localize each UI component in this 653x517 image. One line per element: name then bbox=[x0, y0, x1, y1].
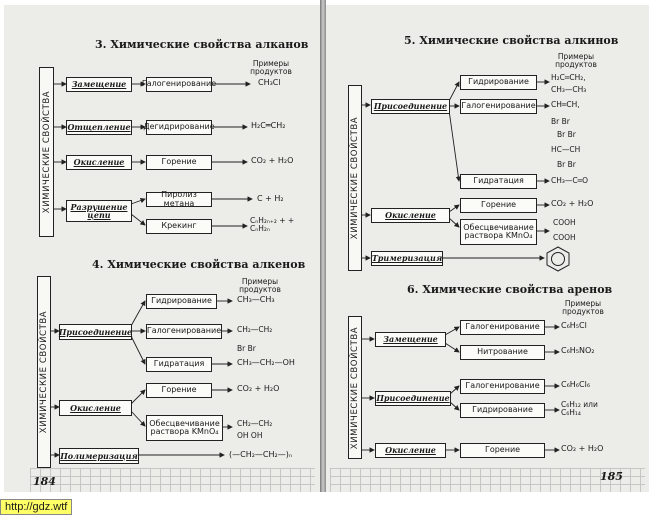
sec5-product-ethene: H₂C═CH₂, bbox=[551, 73, 586, 82]
sec4-examples-header: Примеры продуктов bbox=[239, 277, 281, 294]
sec4-product-ethane: CH₃—CH₃ bbox=[237, 295, 275, 304]
sec3-rx-pyrolysis: Пиролиз метана bbox=[146, 192, 212, 207]
sec6-examples-header: Примеры продуктов bbox=[562, 299, 604, 316]
sec5-cat-trimerization: Тримеризация bbox=[371, 251, 443, 266]
sec5-rx-hydration: Гидратация bbox=[460, 174, 537, 189]
sec4-product-dibromoethane: CH₂—CH₂ bbox=[237, 325, 273, 334]
sec6-sidebar-label: ХИМИЧЕСКИЕ СВОЙСТВА bbox=[350, 326, 360, 449]
sec4-product-glycol: CH₂—CH₂ bbox=[237, 419, 273, 428]
sec5-product-oxalic-2: COOH bbox=[553, 233, 576, 242]
sec3-title: 3. Химические свойства алканов bbox=[95, 38, 309, 51]
sec3-rx-cracking: Крекинг bbox=[146, 219, 212, 234]
sec6-product-chlorobenzene: C₆H₅Cl bbox=[561, 321, 587, 330]
sec3-examples-header: Примеры продуктов bbox=[250, 59, 292, 76]
sec6-sidebar bbox=[348, 316, 362, 459]
sec4-product-co2-h2o: CO₂ + H₂O bbox=[237, 384, 280, 393]
right-page-number: 185 bbox=[600, 470, 623, 483]
sec5-product-co2-h2o: CO₂ + H₂O bbox=[551, 199, 594, 208]
sec6-cat-oxidation: Окисление bbox=[375, 443, 446, 458]
sec6-rx-hydrogenation: Гидрирование bbox=[460, 403, 545, 418]
sec5-product-oxalic-1: COOH bbox=[553, 218, 576, 227]
sec4-cat-polymerization: Полимеризация bbox=[59, 448, 139, 464]
sec3-sidebar bbox=[39, 67, 54, 237]
sec5-title: 5. Химические свойства алкинов bbox=[404, 34, 619, 47]
left-page-number: 184 bbox=[33, 475, 56, 488]
sec5-sidebar-label: ХИМИЧЕСКИЕ СВОЙСТВА bbox=[350, 116, 360, 240]
sec6-product-cyclohexane: C₆H₁₂ или C₆H₁₄ bbox=[561, 400, 598, 418]
sec5-product-ethane: CH₃—CH₃ bbox=[551, 85, 587, 94]
sec3-cat-chain-break: Разрушение цепи bbox=[66, 200, 132, 222]
sec6-rx-halogenation: Галогенирование bbox=[460, 320, 545, 335]
sec3-product-c-h2: C + H₂ bbox=[257, 194, 284, 203]
watermark-link[interactable]: http://gdz.wtf bbox=[0, 499, 72, 515]
sec6-product-co2-h2o: CO₂ + H₂O bbox=[561, 444, 604, 453]
sec5-rx-combustion: Горение bbox=[460, 198, 537, 213]
sec6-rx-combustion: Горение bbox=[460, 443, 545, 458]
sec5-product-acetaldehyde: CH₃—C═O bbox=[551, 176, 589, 185]
sec6-cat-substitution: Замещение bbox=[375, 332, 446, 347]
sec3-rx-halogenation: Галогенирование bbox=[146, 77, 212, 92]
sec3-product-ethene: H₂C═CH₂ bbox=[251, 121, 286, 130]
sec4-rx-halogenation: Галогенирование bbox=[146, 324, 222, 339]
sec4-product-glycol-oh: OH OH bbox=[237, 431, 263, 440]
sec3-product-cracking: CₙH₂ₙ₊₂ + + CₙH₂ₙ bbox=[250, 216, 295, 234]
sec4-product-dibromoethane-br: Br Br bbox=[237, 344, 256, 353]
sec4-sidebar bbox=[37, 276, 51, 468]
sec5-product-tetrabromo: HC—CH bbox=[551, 145, 581, 154]
sec5-examples-header: Примеры продуктов bbox=[555, 52, 597, 69]
sec6-cat-addition: Присоединение bbox=[375, 391, 451, 406]
sec5-cat-oxidation: Окисление bbox=[371, 208, 450, 223]
sec3-cat-elimination: Отщепление bbox=[66, 120, 132, 135]
sec4-rx-hydration: Гидратация bbox=[146, 357, 212, 372]
sec4-title: 4. Химические свойства алкенов bbox=[92, 258, 306, 271]
sec6-rx-nitration: Нитрование bbox=[460, 345, 545, 360]
sec4-product-polyethylene: (—CH₂—CH₂—)ₙ bbox=[229, 450, 293, 459]
sec5-sidebar bbox=[348, 85, 362, 271]
sec6-product-nitrobenzene: C₆H₅NO₂ bbox=[561, 346, 595, 355]
sec3-sidebar-label: ХИМИЧЕСКИЕ СВОЙСТВА bbox=[41, 90, 52, 214]
sec3-cat-oxidation: Окисление bbox=[66, 155, 132, 170]
sec3-product-co2-h2o: CO₂ + H₂O bbox=[251, 156, 294, 165]
sec5-cat-addition: Присоединение bbox=[371, 99, 450, 114]
sec5-product-tetrabromo-top: Br Br bbox=[557, 130, 576, 139]
sec4-rx-kmno4: Обесцвечивание раствора KMnO₄ bbox=[146, 415, 223, 441]
sec5-product-dibromoethene-br: Br Br bbox=[551, 117, 570, 126]
sec6-title: 6. Химические свойства аренов bbox=[407, 283, 613, 296]
sec5-rx-halogenation: Галогенирование bbox=[460, 99, 537, 114]
sec6-rx-halogenation-add: Галогенирование bbox=[460, 379, 545, 394]
sec4-sidebar-label: ХИМИЧЕСКИЕ СВОЙСТВА bbox=[39, 310, 49, 434]
sec4-cat-oxidation: Окисление bbox=[59, 400, 132, 416]
sec4-product-ethanol: CH₃—CH₂—OH bbox=[237, 358, 295, 367]
sec3-rx-combustion: Горение bbox=[146, 155, 212, 170]
sec3-rx-dehydrogenation: Дегидрирование bbox=[146, 120, 212, 135]
sec4-rx-combustion: Горение bbox=[146, 383, 212, 398]
sec4-rx-hydrogenation: Гидрирование bbox=[146, 294, 217, 309]
sec5-rx-hydrogenation: Гидрирование bbox=[460, 75, 537, 90]
sec5-product-tetrabromo-bottom: Br Br bbox=[557, 160, 576, 169]
sec4-cat-addition: Присоединение bbox=[59, 324, 132, 340]
sec3-cat-substitution: Замещение bbox=[66, 77, 132, 92]
sec5-product-dibromoethene: CH═CH, bbox=[551, 100, 580, 109]
sec6-product-hexachloro: C₆H₆Cl₆ bbox=[561, 380, 591, 389]
sec5-rx-kmno4: Обесцвечивание раствора KMnO₄ bbox=[460, 219, 537, 245]
sec3-product-chloromethane: CH₃Cl bbox=[258, 78, 281, 87]
